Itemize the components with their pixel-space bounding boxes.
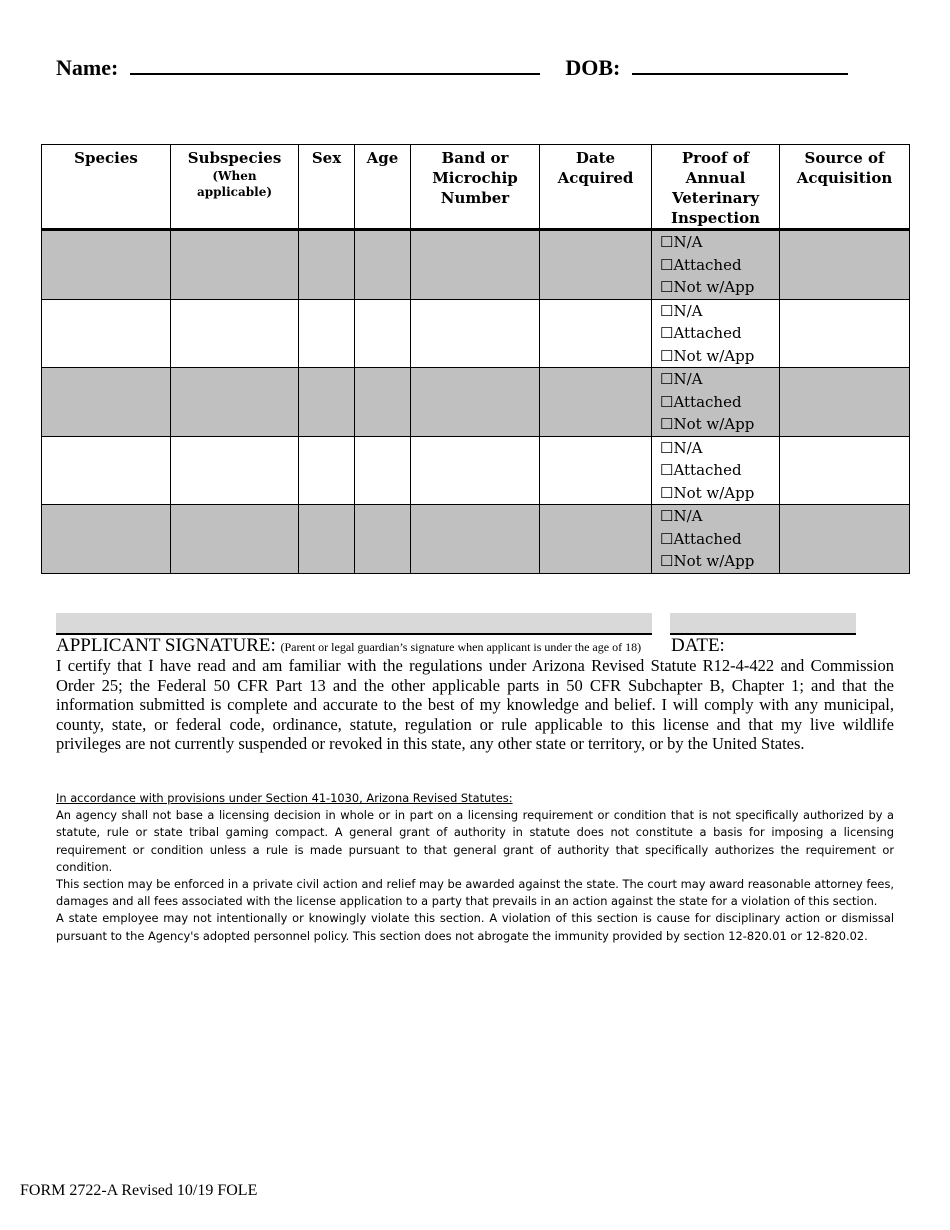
source-cell[interactable] xyxy=(780,436,910,505)
guardian-note: (Parent or legal guardian’s signature when applicant is under the age of 18) xyxy=(280,640,642,654)
subspecies-cell[interactable] xyxy=(171,230,299,300)
vet-inspection-checkbox[interactable]: ☐N/A xyxy=(660,370,703,388)
table-header-row xyxy=(42,145,910,230)
date-acquired-cell[interactable] xyxy=(540,299,652,368)
name-label: Name: xyxy=(56,55,119,80)
table-row xyxy=(42,230,910,300)
band-microchip-cell[interactable] xyxy=(411,299,540,368)
vet-inspection-checkbox[interactable]: ☐Attached xyxy=(660,529,742,548)
vet-inspection-cell xyxy=(652,230,780,300)
sex-cell[interactable] xyxy=(299,299,355,368)
source-cell[interactable] xyxy=(780,299,910,368)
species-cell[interactable] xyxy=(42,505,171,574)
subspecies-cell[interactable] xyxy=(171,505,299,574)
dob-field[interactable] xyxy=(632,55,848,75)
band-microchip-cell[interactable] xyxy=(411,368,540,437)
date-acquired-cell[interactable] xyxy=(540,436,652,505)
source-cell[interactable] xyxy=(780,368,910,437)
applicant-header xyxy=(56,55,848,81)
vet-inspection-checkbox[interactable]: ☐N/A xyxy=(660,301,703,320)
date-acquired-cell[interactable] xyxy=(540,368,652,437)
vet-inspection-checkbox[interactable]: ☐N/A xyxy=(660,438,703,457)
column-header: Age xyxy=(355,145,411,230)
date-label: DATE: xyxy=(671,635,725,656)
age-cell[interactable] xyxy=(355,299,411,368)
vet-inspection-checkbox[interactable]: ☐N/A xyxy=(660,233,703,251)
column-header: Source of Acquisition xyxy=(780,145,910,230)
vet-inspection-cell xyxy=(652,436,780,505)
table-row xyxy=(42,505,910,574)
subspecies-cell[interactable] xyxy=(171,368,299,437)
vet-inspection-checkbox[interactable]: ☐Not w/App xyxy=(660,346,755,365)
sex-cell[interactable] xyxy=(299,368,355,437)
subspecies-cell[interactable] xyxy=(171,436,299,505)
age-cell[interactable] xyxy=(355,505,411,574)
band-microchip-cell[interactable] xyxy=(411,505,540,574)
sex-cell[interactable] xyxy=(299,505,355,574)
sex-cell[interactable] xyxy=(299,436,355,505)
column-header: Date Acquired xyxy=(540,145,652,230)
signature-label-text: APPLICANT SIGNATURE: xyxy=(56,635,276,656)
column-header: Proof of Annual Veterinary Inspection xyxy=(652,145,780,230)
name-field[interactable] xyxy=(130,55,540,75)
vet-inspection-checkbox[interactable]: ☐Attached xyxy=(660,255,742,274)
statutory-notice xyxy=(56,790,894,945)
notice-paragraph: This section may be enforced in a private civil action and relief may be awarded against the state. The court may award reasonable attorney fees, damages and all fees associated with the license application to a party that prevails in an action against the state for a violation of this section. xyxy=(56,877,894,909)
age-cell[interactable] xyxy=(355,436,411,505)
table-row xyxy=(42,299,910,368)
vet-inspection-checkbox[interactable]: ☐Not w/App xyxy=(660,552,755,570)
date-acquired-cell[interactable] xyxy=(540,230,652,300)
vet-inspection-cell xyxy=(652,299,780,368)
source-cell[interactable] xyxy=(780,505,910,574)
species-cell[interactable] xyxy=(42,230,171,300)
vet-inspection-checkbox[interactable]: ☐Not w/App xyxy=(660,415,755,433)
species-cell[interactable] xyxy=(42,299,171,368)
band-microchip-cell[interactable] xyxy=(411,230,540,300)
table-row xyxy=(42,368,910,437)
form-number: FORM 2722-A Revised 10/19 FOLE xyxy=(20,1182,258,1199)
vet-inspection-checkbox[interactable]: ☐Not w/App xyxy=(660,483,755,502)
source-cell[interactable] xyxy=(780,230,910,300)
species-cell[interactable] xyxy=(42,368,171,437)
column-header: Band or Microchip Number xyxy=(411,145,540,230)
age-cell[interactable] xyxy=(355,368,411,437)
column-header: Species xyxy=(42,145,171,230)
vet-inspection-checkbox[interactable]: ☐Attached xyxy=(660,461,742,479)
applicant-signature-field[interactable] xyxy=(56,613,652,635)
vet-inspection-checkbox[interactable]: ☐N/A xyxy=(660,507,703,525)
table-row xyxy=(42,436,910,505)
dob-label: DOB: xyxy=(565,55,621,80)
column-header: Subspecies (When applicable) xyxy=(171,145,299,230)
vet-inspection-cell xyxy=(652,368,780,437)
wildlife-records-table xyxy=(41,144,910,574)
vet-inspection-checkbox[interactable]: ☐Attached xyxy=(660,324,742,342)
subspecies-cell[interactable] xyxy=(171,299,299,368)
date-acquired-cell[interactable] xyxy=(540,505,652,574)
notice-title: In accordance with provisions under Section 41-1030, Arizona Revised Statutes: xyxy=(56,791,513,805)
vet-inspection-checkbox[interactable]: ☐Not w/App xyxy=(660,278,755,296)
age-cell[interactable] xyxy=(355,230,411,300)
notice-paragraph: A state employee may not intentionally or knowingly violate this section. A violation of this section is cause for disciplinary action or dismissal pursuant to the Agency's adopted personnel policy. This section does not abrogate the immunity provided by section 12-820.01 or 12-820.02. xyxy=(56,911,894,943)
sex-cell[interactable] xyxy=(299,230,355,300)
band-microchip-cell[interactable] xyxy=(411,436,540,505)
species-cell[interactable] xyxy=(42,436,171,505)
column-header: Sex xyxy=(299,145,355,230)
notice-paragraph: An agency shall not base a licensing decision in whole or in part on a licensing requirement or condition that is not specifically authorized by a statute, rule or state tribal gaming compact. A general grant of authority in statute does not constitute a basis for imposing a licensing requirement or condition unless a rule is made pursuant to that general grant of authority that specifically authorizes the requirement or condition. xyxy=(56,808,894,874)
vet-inspection-checkbox[interactable]: ☐Attached xyxy=(660,392,742,411)
signature-date-field[interactable] xyxy=(670,613,856,635)
applicant-signature-label xyxy=(56,635,641,657)
certification-statement: I certify that I have read and am familiar with the regulations under Arizona Revised Statute R12-4-422 and Commission Order 25; the Federal 50 CFR Part 13 and the other applicable parts in 50 CFR Subchapter B, Chapter 1; and that the information submitted is complete and accurate to the best of my knowledge and belief. I will comply with any municipal, county, state, or federal code, ordinance, statute, regulation or rule applicable to this license and that my live wildlife privileges are not currently suspended or revoked in this state, any other state or territory, or by the United States. xyxy=(56,656,894,754)
vet-inspection-cell xyxy=(652,505,780,574)
